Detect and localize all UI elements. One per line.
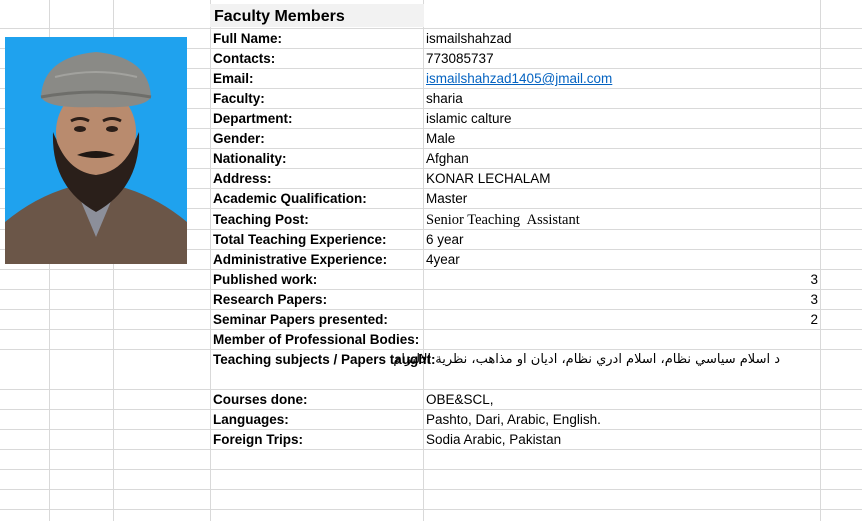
- value-address[interactable]: KONAR LECHALAM: [426, 171, 551, 186]
- column-divider: [423, 0, 424, 521]
- email-link[interactable]: ismailshahzad1405@jmail.com: [426, 71, 613, 86]
- column-divider: [210, 0, 211, 521]
- faculty-photo[interactable]: [5, 37, 187, 264]
- label-foreign-trips[interactable]: Foreign Trips:: [213, 432, 304, 447]
- column-divider: [820, 0, 821, 521]
- value-academic-qualification[interactable]: Master: [426, 191, 468, 206]
- label-published-work[interactable]: Published work:: [213, 272, 318, 287]
- value-contacts[interactable]: 773085737: [426, 51, 494, 66]
- label-full-name[interactable]: Full Name:: [213, 31, 283, 46]
- label-contacts[interactable]: Contacts:: [213, 51, 276, 66]
- label-languages[interactable]: Languages:: [213, 412, 289, 427]
- value-courses-done[interactable]: OBE&SCL,: [426, 392, 494, 407]
- value-teaching-post[interactable]: Senior Teaching Assistant: [426, 212, 580, 228]
- label-courses-done[interactable]: Courses done:: [213, 392, 308, 407]
- label-faculty[interactable]: Faculty:: [213, 91, 265, 106]
- value-faculty[interactable]: sharia: [426, 91, 463, 106]
- label-seminar-papers[interactable]: Seminar Papers presented:: [213, 312, 388, 327]
- value-teaching-subjects[interactable]: د اسلام سیاسي نظام، اسلام ادري نظام، اديان او مذاهب، نظرية الالتزام: [393, 352, 780, 367]
- label-total-teaching-experience[interactable]: Total Teaching Experience:: [213, 232, 387, 247]
- value-administrative-experience[interactable]: 4year: [426, 252, 460, 267]
- value-nationality[interactable]: Afghan: [426, 151, 469, 166]
- value-languages[interactable]: Pashto, Dari, Arabic, English.: [426, 412, 601, 427]
- value-full-name[interactable]: ismailshahzad: [426, 31, 512, 46]
- sheet-title[interactable]: Faculty Members: [214, 8, 345, 25]
- label-address[interactable]: Address:: [213, 171, 272, 186]
- faculty-portrait-image: [5, 37, 187, 264]
- label-email[interactable]: Email:: [213, 71, 254, 86]
- label-professional-bodies[interactable]: Member of Professional Bodies:: [213, 332, 420, 347]
- row-divider: [0, 489, 862, 490]
- row-divider: [0, 289, 862, 290]
- label-research-papers[interactable]: Research Papers:: [213, 292, 328, 307]
- label-nationality[interactable]: Nationality:: [213, 151, 287, 166]
- value-seminar-papers[interactable]: 2: [810, 312, 818, 327]
- row-divider: [0, 469, 862, 470]
- label-academic-qualification[interactable]: Academic Qualification:: [213, 191, 367, 206]
- row-divider: [0, 329, 862, 330]
- value-gender[interactable]: Male: [426, 131, 456, 146]
- value-total-teaching-experience[interactable]: 6 year: [426, 232, 464, 247]
- row-divider: [0, 309, 862, 310]
- label-gender[interactable]: Gender:: [213, 131, 265, 146]
- label-teaching-post[interactable]: Teaching Post:: [213, 212, 309, 227]
- label-teaching-subjects[interactable]: Teaching subjects / Papers taught:: [213, 352, 436, 367]
- value-research-papers[interactable]: 3: [810, 292, 818, 307]
- value-published-work[interactable]: 3: [810, 272, 818, 287]
- row-divider: [0, 509, 862, 510]
- label-administrative-experience[interactable]: Administrative Experience:: [213, 252, 388, 267]
- label-department[interactable]: Department:: [213, 111, 293, 126]
- value-department[interactable]: islamic calture: [426, 111, 512, 126]
- value-foreign-trips[interactable]: Sodia Arabic, Pakistan: [426, 432, 562, 447]
